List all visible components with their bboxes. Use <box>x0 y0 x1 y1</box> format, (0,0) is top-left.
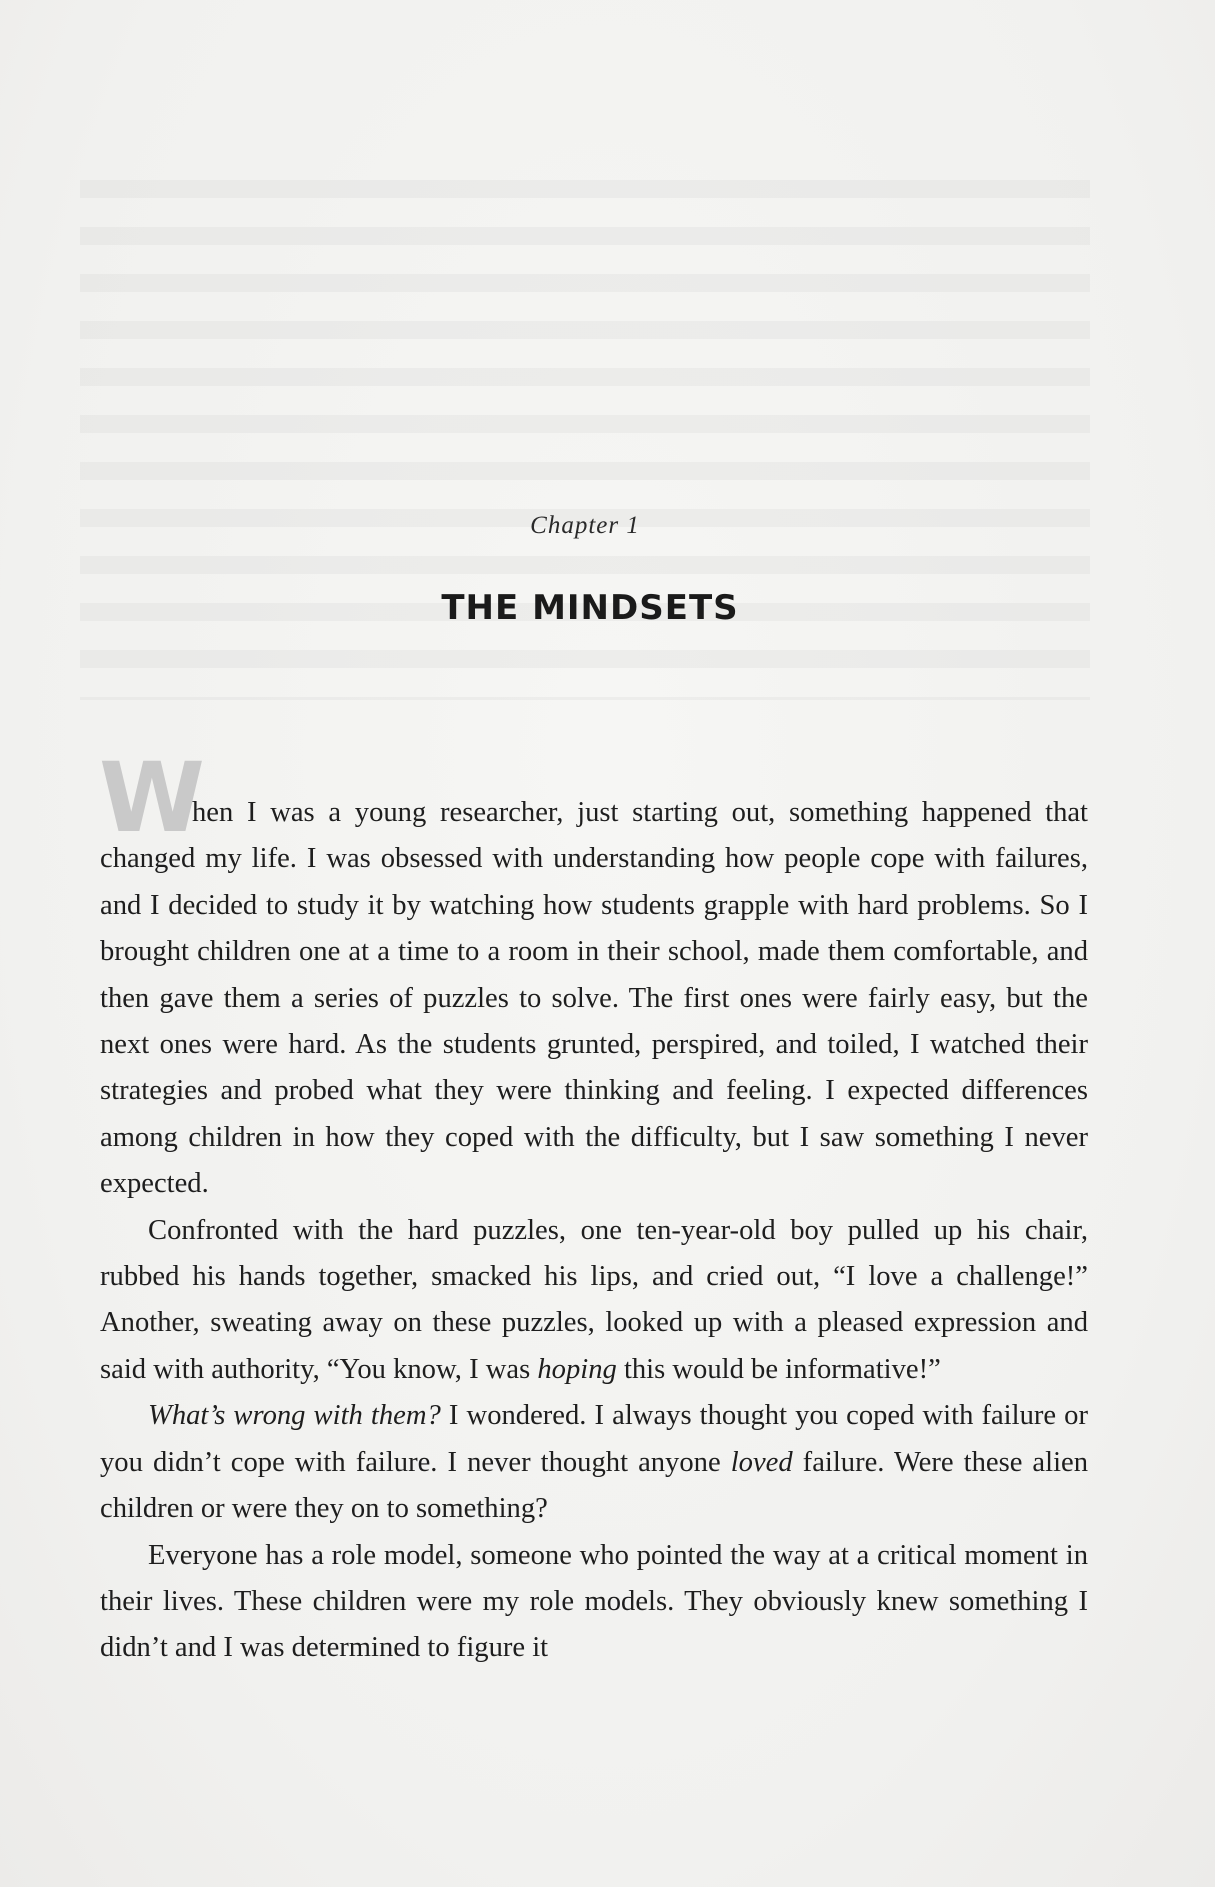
chapter-label: Chapter 1 <box>530 512 640 539</box>
paragraph-2-text-b: this would be informative!” <box>616 1353 941 1385</box>
paragraph-3-emphasis-2: loved <box>730 1446 793 1478</box>
paragraph-1: hen I was a young researcher, just starting out, something happened that changed my life. I was obsessed with understanding how people cope with failures, and I decided to study it by watching how students grapple with hard problems. So I brought children one at a time to a room in their school, made them comfortable, and then gave them a series of puzzles to solve. The first ones were fairly easy, but the next ones were hard. As the students grunted, perspired, and toiled, I watched their strategies and probed what they were thinking and feeling. I expected differences among children in how they coped with the difficulty, but I saw something I never expected. <box>100 797 1088 1200</box>
paragraph-3-text-a: I wondered. I always thought you coped with failure or you didn’t cope with failure. I never thought anyone <box>100 1400 1089 1478</box>
drop-cap: W <box>99 742 201 854</box>
paragraph-3-text-b: failure. Were these alien children or were they on to something? <box>100 1446 1089 1525</box>
chapter-body <box>100 790 1088 1672</box>
paragraph-2 <box>100 1208 1088 1394</box>
paragraph-4: Everyone has a role model, someone who pointed the way at a critical moment in their lives. These children were my role models. They obviously knew something I didn’t and I was determined to figure it <box>100 1539 1088 1664</box>
paragraph-3-emphasis: What’s wrong with them? <box>148 1400 441 1432</box>
chapter-title: THE MINDSETS <box>441 588 739 628</box>
paragraph-3 <box>100 1393 1088 1532</box>
paragraph-2-emphasis: hoping <box>537 1353 617 1385</box>
paragraph-2-text-a: Confronted with the hard puzzles, one ten-year-old boy pulled up his chair, rubbed his hands together, smacked his lips, and cried out, “I love a challenge!” Another, sweating away on these puzzles, looked up with a pleased expression and said with authority, “You know, I was <box>100 1214 1088 1385</box>
